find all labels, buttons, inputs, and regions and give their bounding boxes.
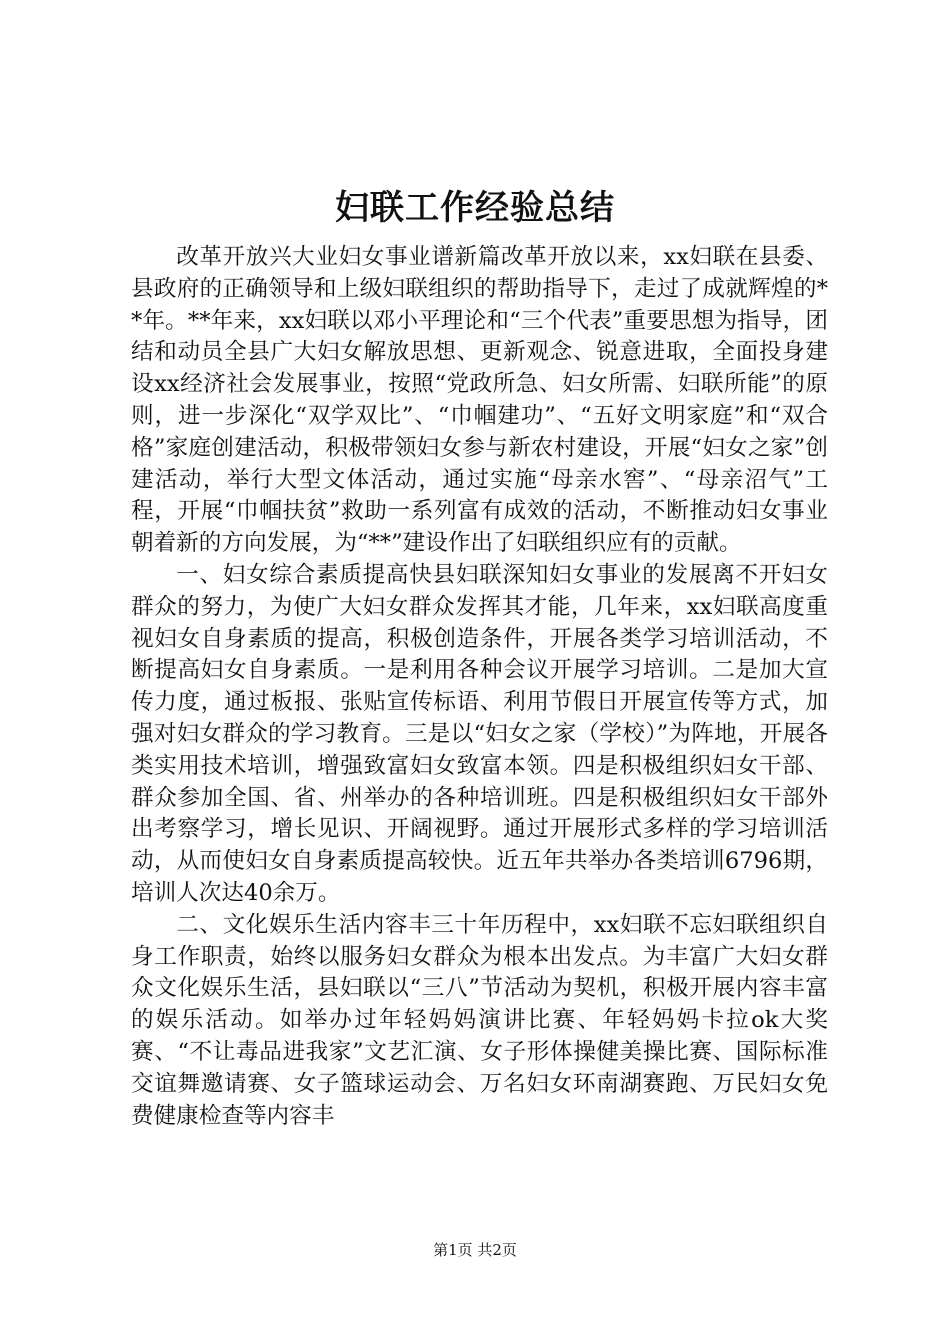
paragraph-section-1: 一、妇女综合素质提高快县妇联深知妇女事业的发展离不开妇女群众的努力，为使广大妇女群众发挥其才能，几年来，xx妇联高度重视妇女自身素质的提高，积极创造条件，开展各类学习培训活动，不断提高妇女自身素质。一是利用各种会议开展学习培训。二是加大宣传力度，通过板报、张贴宣传标语、利用节假日开展宣传等方式，加强对妇女群众的学习教育。三是以“妇女之家（学校）”为阵地，开展各类实用技术培训，增强致富妇女致富本领。四是积极组织妇女干部、群众参加全国、省、州举办的各种培训班。四是积极组织妇女干部外出考察学习，增长见识、开阔视野。通过开展形式多样的学习培训活动，从而使妇女自身素质提高较快。近五年共举办各类培训6796期，培训人次达40余万。 xyxy=(131,561,828,906)
document-title: 妇联工作经验总结 xyxy=(335,188,615,228)
document-body xyxy=(131,242,828,1132)
page-number-footer: 第1页 共2页 xyxy=(433,1241,517,1259)
paragraph-section-2: 二、文化娱乐生活内容丰三十年历程中，xx妇联不忘妇联组织自身工作职责，始终以服务妇女群众为根本出发点。为丰富广大妇女群众文化娱乐生活，县妇联以“三八”节活动为契机，积极开展内容丰富的娱乐活动。如举办过年轻妈妈演讲比赛、年轻妈妈卡拉ok大奖赛、“不让毒品进我家”文艺汇演、女子形体操健美操比赛、国际标准交谊舞邀请赛、女子篮球运动会、万名妇女环南湖赛跑、万民妇女免费健康检查等内容丰 xyxy=(131,911,828,1129)
paragraph-intro: 改革开放兴大业妇女事业谱新篇改革开放以来，xx妇联在县委、县政府的正确领导和上级妇联组织的帮助指导下，走过了成就辉煌的**年。**年来，xx妇联以邓小平理论和“三个代表”重要思想为指导，团结和动员全县广大妇女解放思想、更新观念、锐意进取，全面投身建设xx经济社会发展事业，按照“党政所急、妇女所需、妇联所能”的原则，进一步深化“双学双比”、“巾帼建功”、“五好文明家庭”和“双合格”家庭创建活动，积极带领妇女参与新农村建设，开展“妇女之家”创建活动，举行大型文体活动，通过实施“母亲水窖”、“母亲沼气”工程，开展“巾帼扶贫”救助一系列富有成效的活动，不断推动妇女事业朝着新的方向发展，为“**”建设作出了妇联组织应有的贡献。 xyxy=(131,244,828,557)
